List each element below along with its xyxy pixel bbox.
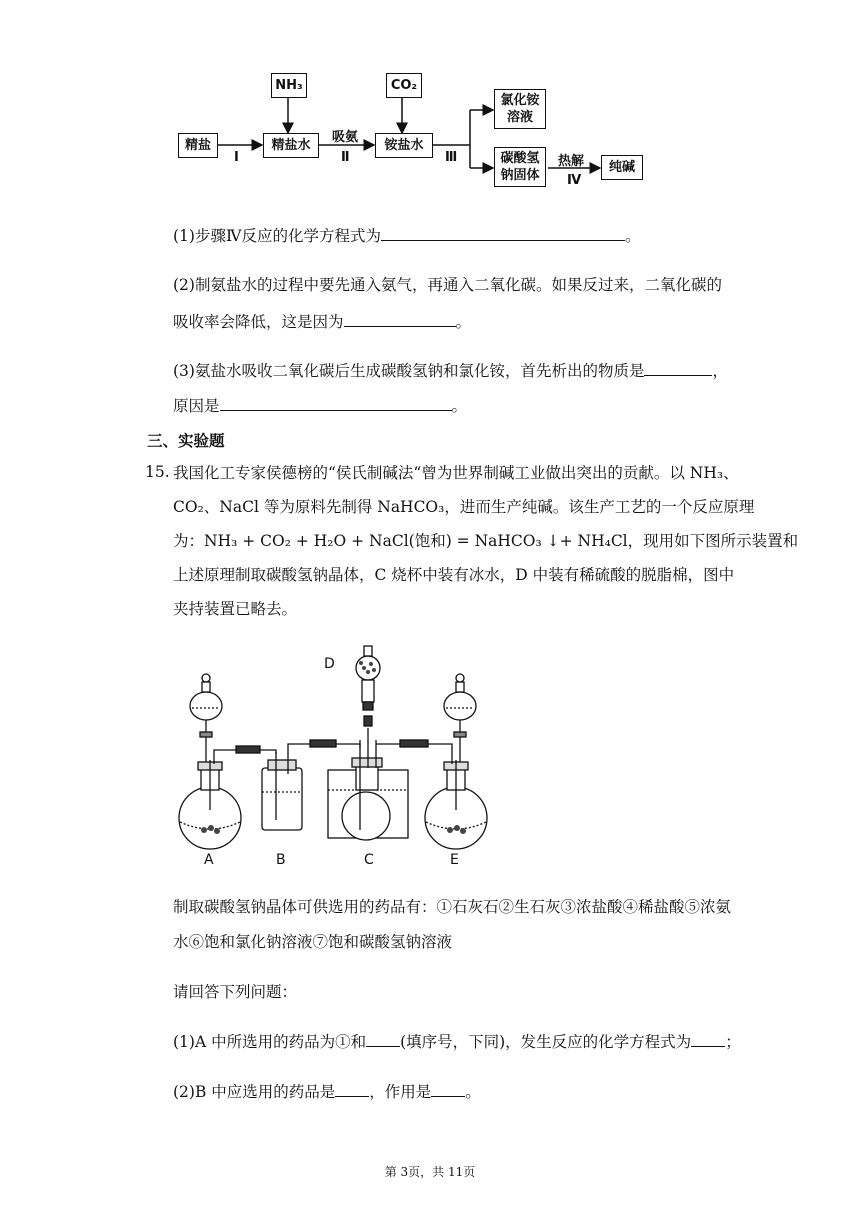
question-3-line-2: 原因是 。 bbox=[173, 397, 468, 415]
apparatus-figure bbox=[170, 640, 490, 870]
answer-blank bbox=[381, 226, 625, 241]
answer-blank bbox=[220, 396, 452, 411]
question-number: 15. bbox=[145, 463, 170, 481]
drugs-line-1: 制取碳酸氢钠晶体可供选用的药品有：①石灰石②生石灰③浓盐酸④稀盐酸⑤浓氨 bbox=[173, 898, 732, 916]
answer-blank bbox=[335, 1082, 369, 1097]
drying-tube-d bbox=[356, 646, 380, 726]
box-anyanshui: 铵盐水 bbox=[375, 133, 433, 158]
answer-blank bbox=[644, 361, 712, 376]
box-jingyan: 精盐 bbox=[178, 133, 218, 158]
prompt: 请回答下列问题： bbox=[173, 983, 298, 1001]
flask-a bbox=[179, 674, 241, 849]
flow-arrows bbox=[0, 0, 860, 200]
label-b: B bbox=[276, 852, 286, 868]
problem-15-line-2: CO₂、NaCl 等为原料先制得 NaHCO₃，进而生产纯碱。该生产工艺的一个反应原理 bbox=[173, 498, 755, 516]
box-tansuan: 碳酸氢钠固体 bbox=[494, 147, 546, 187]
step-4: Ⅳ bbox=[567, 173, 582, 188]
label-e: E bbox=[450, 852, 459, 868]
question-2-line-1: (2)制氨盐水的过程中要先通入氨气，再通入二氧化碳。如果反过来，二氧化碳的 bbox=[173, 276, 722, 294]
page-footer: 第 3页，共 11页 bbox=[384, 1165, 476, 1179]
box-jingyanshui: 精盐水 bbox=[263, 133, 319, 158]
step-2: Ⅱ bbox=[341, 150, 350, 165]
label-c: C bbox=[364, 852, 374, 868]
section-heading: 三、实验题 bbox=[147, 431, 225, 450]
step-3: Ⅲ bbox=[445, 150, 458, 165]
problem-15-line-4: 上述原理制取碳酸氢钠晶体，C 烧杯中装有冰水，D 中装有稀硫酸的脱脂棉，图中 bbox=[173, 566, 735, 584]
answer-blank bbox=[431, 1082, 465, 1097]
bottle-b bbox=[236, 740, 336, 830]
box-nh3: NH₃ bbox=[271, 73, 307, 98]
subquestion-2: (2)B 中应选用的药品是 ，作用是 。 bbox=[173, 1083, 481, 1101]
answer-blank bbox=[691, 1032, 725, 1047]
beaker-c bbox=[328, 728, 408, 840]
label-d: D bbox=[324, 656, 335, 672]
question-3-line-1: (3)氨盐水吸收二氧化碳后生成碳酸氢钠和氯化铵，首先析出的物质是 ， bbox=[173, 362, 728, 380]
box-chunjian: 纯碱 bbox=[601, 155, 643, 180]
step-4-label: 热解 bbox=[558, 154, 585, 169]
label-a: A bbox=[204, 852, 214, 868]
box-co2: CO₂ bbox=[386, 73, 422, 98]
answer-blank bbox=[366, 1032, 400, 1047]
problem-15-line-3: 为：NH₃ + CO₂ + H₂O + NaCl(饱和) = NaHCO₃ ↓+ NH₄Cl，现用如下图所示装置和 bbox=[173, 532, 799, 550]
problem-15-line-1: 我国化工专家侯德榜的“侯氏制碱法“曾为世界制碱工业做出突出的贡献。以 NH₃、 bbox=[173, 464, 739, 482]
question-2-line-2: 吸收率会降低，这是因为 。 bbox=[173, 313, 472, 331]
step-1: Ⅰ bbox=[234, 150, 239, 165]
box-lvhuaan: 氯化铵溶液 bbox=[494, 89, 546, 129]
problem-15-line-5: 夹持装置已略去。 bbox=[173, 600, 298, 618]
subquestion-1: (1)A 中所选用的药品为①和 (填序号，下同)，发生反应的化学方程式为 ； bbox=[173, 1033, 741, 1051]
step-2-label: 吸氨 bbox=[332, 130, 359, 145]
drugs-line-2: 水⑥饱和氯化钠溶液⑦饱和碳酸氢钠溶液 bbox=[173, 933, 453, 951]
answer-blank bbox=[344, 312, 456, 327]
question-1: (1)步骤Ⅳ反应的化学方程式为 。 bbox=[173, 227, 641, 245]
